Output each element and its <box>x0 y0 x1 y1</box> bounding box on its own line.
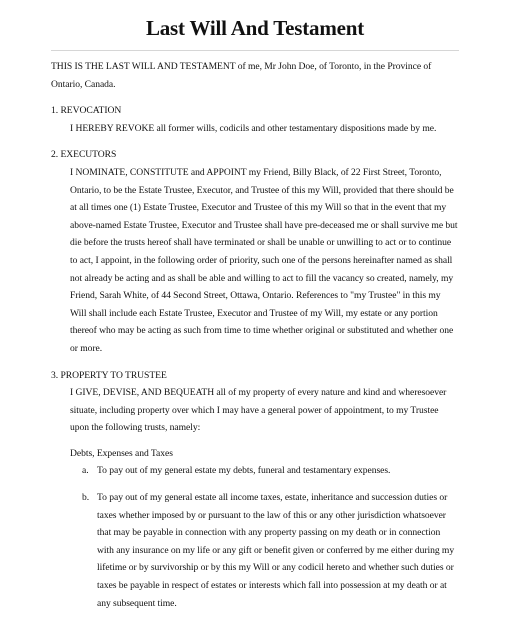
section-revocation <box>51 102 459 137</box>
list-item-text: To pay out of my general estate my debts, funeral and testamentary expenses. <box>97 465 391 477</box>
title-divider <box>51 50 459 51</box>
section-body: I NOMINATE, CONSTITUTE and APPOINT my Friend, Billy Black, of 22 First Street, Toronto, Ontario, to be the Estate Trustee, Executor, and Trustee of this my Will, provided that there should be at all times one (1) Estate Trustee, Executor and Trustee of this my Will so that in the event that my above-named Estate Trustee, Executor and Trustee shall have pre-deceased me or shall survive me but die before the trusts hereof shall have terminated or shall be unable or unwilling to act or to continue to act, I appoint, in the following order of priority, such one of the persons hereinafter named as shall not already be acting and as shall be able and willing to act to fill the vacancy so created, namely, my Friend, Sarah White, of 44 Second Street, Ottawa, Ontario. References to "my Trustee" in this my Will shall include each Estate Trustee, Executor and Trustee of my Will, my estate or any portion thereof who may be acting as such from time to time whether original or substituted and whether one or more. <box>70 166 458 354</box>
list-item <box>51 462 459 480</box>
list-item-marker: a. <box>82 465 89 477</box>
section-heading: 2. EXECUTORS <box>51 149 117 161</box>
list-item-text: To pay out of my general estate all income taxes, estate, inheritance and succession duties or taxes whether imposed by or pursuant to the law of this or any other jurisdiction whatsoever that may be payable in connection with any property passing on my death or in connection with any insurance on my life or any gift or benefit given or conferred by me either during my lifetime or by survivorship or by this my Will or any codicil hereto and whether such duties or taxes be payable in respect of estates or interests which fall into possession at my death or at any subsequent time. <box>97 492 455 609</box>
list-item <box>51 489 459 612</box>
section-heading: 3. PROPERTY TO TRUSTEE <box>51 369 167 381</box>
section-heading: 1. REVOCATION <box>51 105 122 117</box>
section-property-to-trustee <box>51 367 459 613</box>
trust-items-list <box>51 462 459 612</box>
section-body: I HEREBY REVOKE all former wills, codicils and other testamentary dispositions made by me. <box>70 122 437 134</box>
section-executors <box>51 146 459 357</box>
document-title: Last Will And Testament <box>145 16 365 40</box>
intro-paragraph: THIS IS THE LAST WILL AND TESTAMENT of me, Mr John Doe, of Toronto, in the Province of Ontario, Canada. <box>51 61 432 90</box>
list-item-marker: b. <box>82 492 90 504</box>
subsection-heading: Debts, Expenses and Taxes <box>70 447 173 459</box>
section-body: I GIVE, DEVISE, AND BEQUEATH all of my property of every nature and kind and wheresoever situate, including property over which I may have a general power of appointment, to my Trustee upon the following trusts, namely: <box>70 387 447 434</box>
